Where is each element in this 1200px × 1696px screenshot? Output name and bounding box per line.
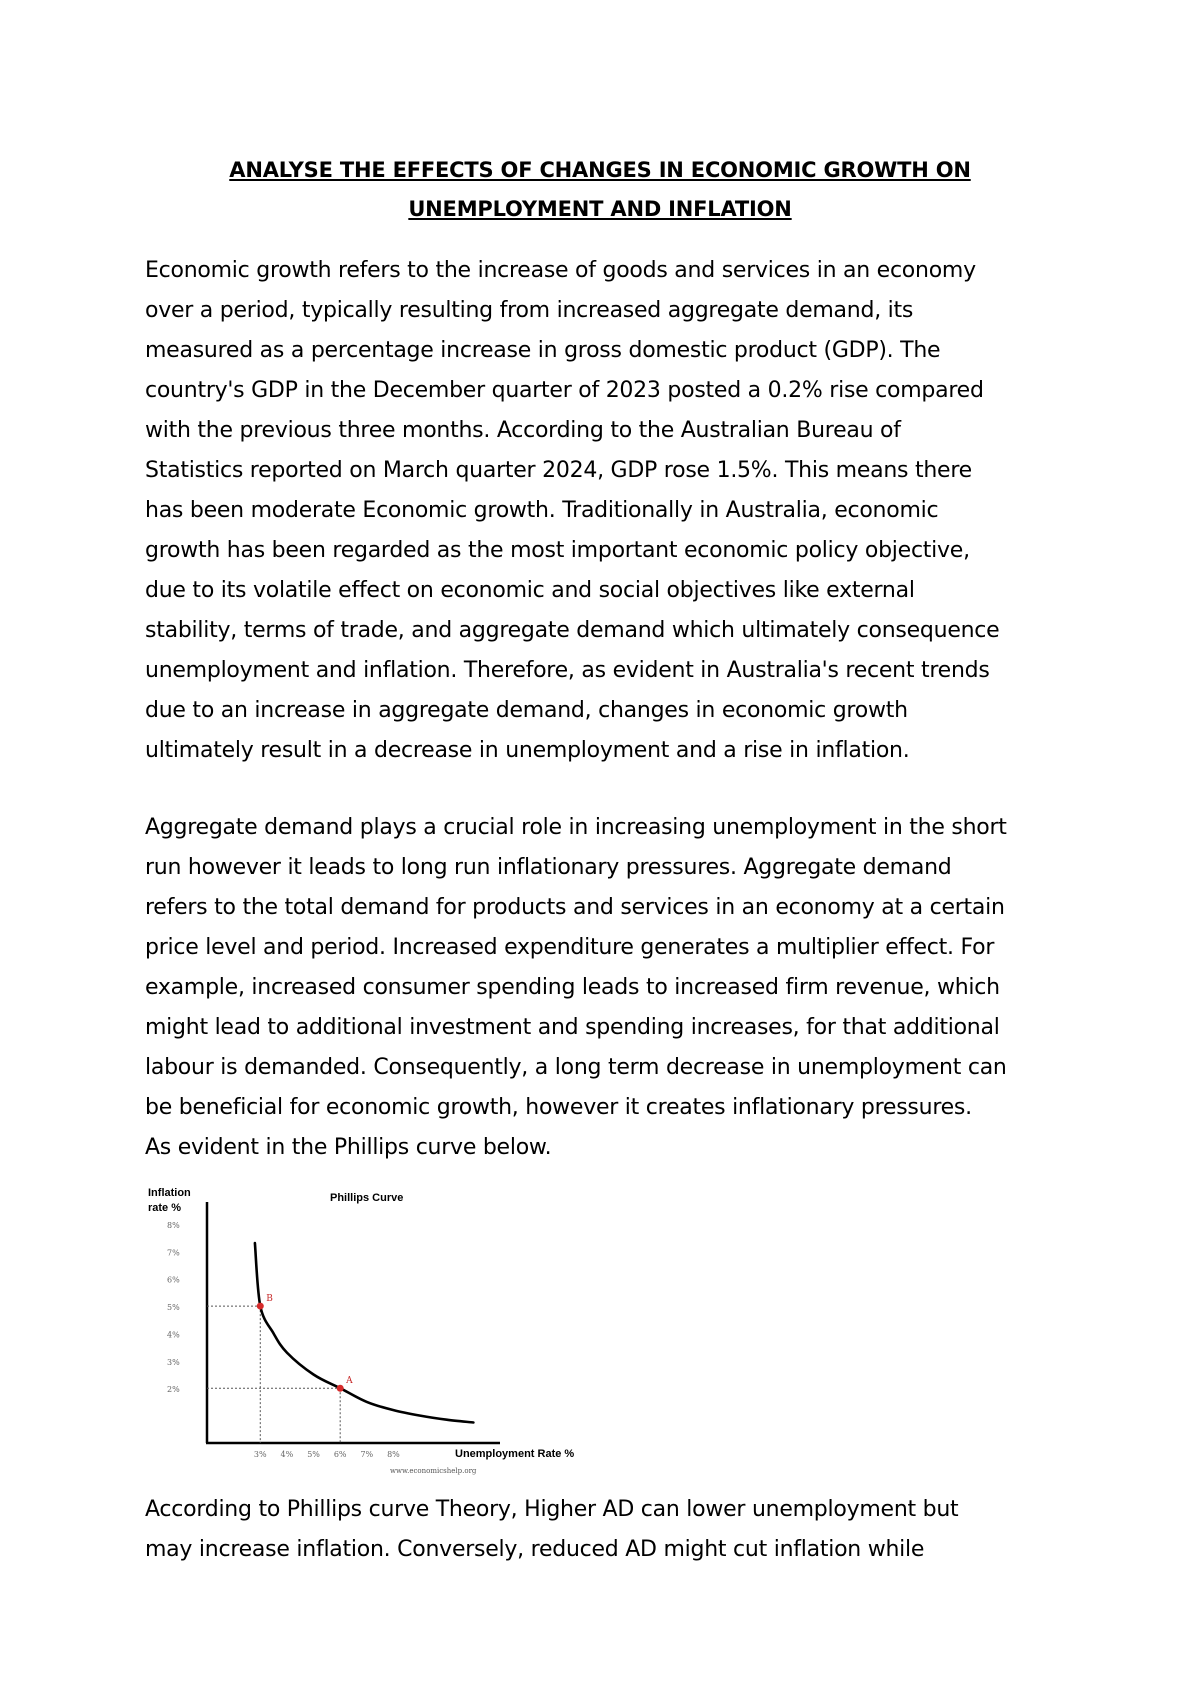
x-tick-label: 4% <box>280 1450 294 1459</box>
text-line: According to Phillips curve Theory, Higher AD can lower unemployment but <box>145 1497 959 1522</box>
text-line: might lead to additional investment and spending increases, for that additional <box>145 1015 1000 1040</box>
x-tick-label: 6% <box>333 1450 347 1459</box>
phillips-curve-line <box>255 1243 474 1422</box>
point-b-marker <box>257 1303 264 1310</box>
text-line: country's GDP in the December quarter of 2023 posted a 0.2% rise compared <box>145 378 984 403</box>
y-tick-label: 2% <box>167 1385 180 1395</box>
document-title <box>140 151 1060 229</box>
point-b-label: B <box>266 1294 273 1305</box>
text-line: example, increased consumer spending leads to increased firm revenue, which <box>145 975 1000 1000</box>
text-line: over a period, typically resulting from increased aggregate demand, its <box>145 298 914 323</box>
text-line: ultimately result in a decrease in unemployment and a rise in inflation. <box>145 738 910 763</box>
text-line: with the previous three months. According to the Australian Bureau of <box>145 418 901 443</box>
text-line: unemployment and inflation. Therefore, as evident in Australia's recent trends <box>145 658 990 683</box>
text-line: due to its volatile effect on economic and social objectives like external <box>145 578 915 603</box>
text-line: due to an increase in aggregate demand, changes in economic growth <box>145 698 908 723</box>
text-line: As evident in the Phillips curve below. <box>145 1135 552 1160</box>
text-line: price level and period. Increased expenditure generates a multiplier effect. For <box>145 935 995 960</box>
y-tick-label: 5% <box>167 1303 180 1313</box>
text-line: has been moderate Economic growth. Traditionally in Australia, economic <box>145 498 939 523</box>
title-line: UNEMPLOYMENT AND INFLATION <box>408 197 792 221</box>
y-tick-label: 3% <box>167 1357 180 1367</box>
paragraph-economic-growth <box>145 251 1085 771</box>
title-line: ANALYSE THE EFFECTS OF CHANGES IN ECONOMIC GROWTH ON <box>229 158 971 182</box>
text-line: refers to the total demand for products and services in an economy at a certain <box>145 895 1005 920</box>
paragraph-aggregate-demand <box>145 808 1085 1168</box>
x-tick-label: 3% <box>253 1450 267 1459</box>
text-line: measured as a percentage increase in gross domestic product (GDP). The <box>145 338 941 363</box>
figure-source-text: www.economicshelp.org <box>390 1467 477 1475</box>
y-axis-label-line: rate % <box>148 1202 182 1214</box>
point-a-marker <box>337 1385 344 1392</box>
chart-title: Phillips Curve <box>330 1192 404 1204</box>
text-line: growth has been regarded as the most important economic policy objective, <box>145 538 970 563</box>
chart-plot-layer <box>167 1221 473 1459</box>
y-axis-label-line: Inflation <box>148 1187 191 1199</box>
text-line: Aggregate demand plays a crucial role in increasing unemployment in the short <box>145 815 1007 840</box>
point-a-label: A <box>346 1376 353 1387</box>
x-tick-label: 7% <box>360 1450 374 1459</box>
text-line: run however it leads to long run inflationary pressures. Aggregate demand <box>145 855 952 880</box>
phillips-curve-chart <box>145 1178 600 1478</box>
text-line: stability, terms of trade, and aggregate demand which ultimately consequence <box>145 618 1000 643</box>
x-tick-label: 5% <box>307 1450 320 1459</box>
text-line: Economic growth refers to the increase of goods and services in an economy <box>145 258 976 283</box>
x-tick-label: 8% <box>387 1450 400 1459</box>
y-tick-label: 7% <box>167 1248 180 1258</box>
x-axis-label: Unemployment Rate % <box>455 1448 575 1460</box>
y-tick-label: 6% <box>167 1275 180 1285</box>
text-line: labour is demanded. Consequently, a long term decrease in unemployment can <box>145 1055 1007 1080</box>
y-tick-label: 8% <box>167 1220 180 1230</box>
y-axis-label <box>148 1187 194 1214</box>
text-line: Statistics reported on March quarter 2024, GDP rose 1.5%. This means there <box>145 458 972 483</box>
y-tick-label: 4% <box>167 1330 180 1340</box>
paragraph-phillips-theory <box>145 1490 1085 1570</box>
text-line: may increase inflation. Conversely, reduced AD might cut inflation while <box>145 1537 925 1562</box>
text-line: be beneficial for economic growth, however it creates inflationary pressures. <box>145 1095 972 1120</box>
